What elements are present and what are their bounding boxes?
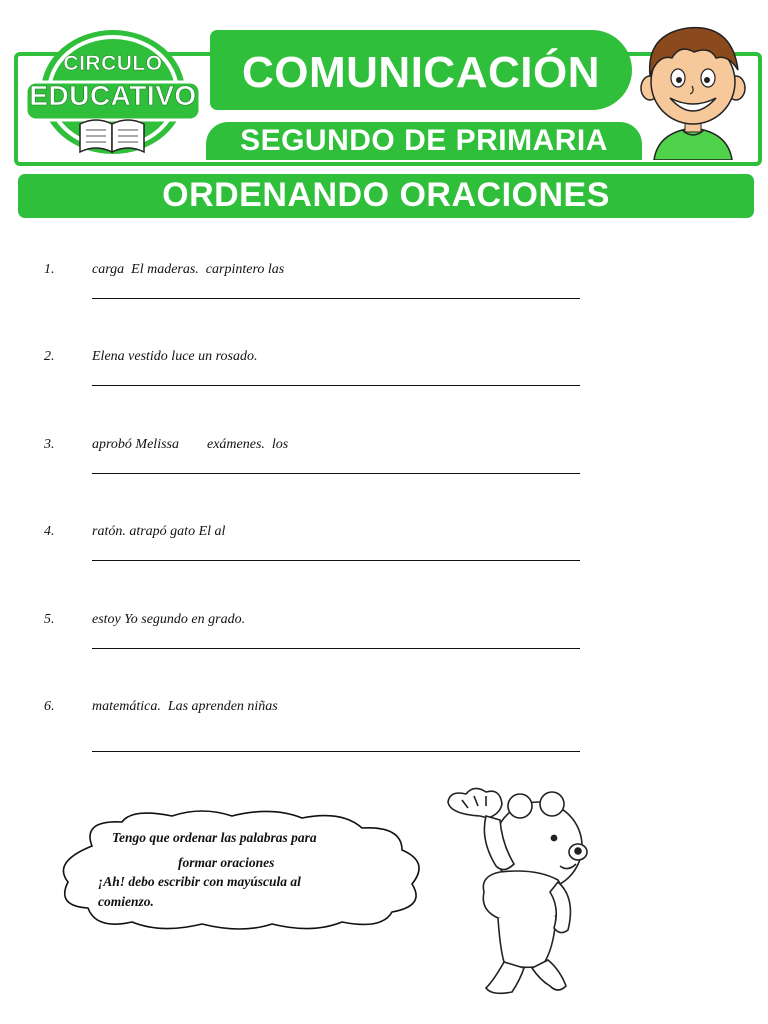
exercise-number: 1. xyxy=(44,262,55,277)
exercise-item xyxy=(44,612,584,672)
answer-line[interactable] xyxy=(92,298,580,299)
scrambled-words: estoy Yo segundo en grado. xyxy=(92,612,246,627)
exercise-item xyxy=(44,262,584,322)
answer-line[interactable] xyxy=(92,751,580,752)
exercise-item xyxy=(44,437,584,497)
boy-mascot xyxy=(632,20,754,160)
cloud-text-line: ¡Ah! debo escribir con mayúscula al xyxy=(98,874,301,889)
open-book-icon xyxy=(80,120,144,152)
exercise-number: 5. xyxy=(44,612,55,627)
scrambled-words: carga El maderas. carpintero las xyxy=(92,262,285,277)
exercise-number: 6. xyxy=(44,699,55,714)
exercise-number: 2. xyxy=(44,349,55,364)
exercise-number: 4. xyxy=(44,524,55,539)
cloud-text-line: Tengo que ordenar las palabras para xyxy=(112,830,317,845)
answer-line[interactable] xyxy=(92,385,580,386)
exercise-number: 3. xyxy=(44,437,55,452)
answer-line[interactable] xyxy=(92,648,580,649)
scrambled-words: aprobó Melissa exámenes. los xyxy=(92,437,289,452)
exercise-item xyxy=(44,349,584,409)
exercise-item xyxy=(44,699,584,759)
cloud-text-line: comienzo. xyxy=(98,894,154,909)
answer-line[interactable] xyxy=(92,473,580,474)
logo-text-top: CIRCULO xyxy=(63,52,163,75)
cloud-text-line: formar oraciones xyxy=(178,855,275,870)
scrambled-words: Elena vestido luce un rosado. xyxy=(92,349,258,364)
page-title: COMUNICACIÓN xyxy=(242,48,600,97)
bear-illustration xyxy=(440,780,590,998)
worksheet-title: ORDENANDO ORACIONES xyxy=(162,176,610,214)
scrambled-words: matemática. Las aprenden niñas xyxy=(92,699,278,714)
answer-line[interactable] xyxy=(92,560,580,561)
page-subtitle: SEGUNDO DE PRIMARIA xyxy=(240,124,608,157)
exercise-item xyxy=(44,524,584,584)
scrambled-words: ratón. atrapó gato El al xyxy=(92,524,226,539)
logo-text-bottom: EDUCATIVO xyxy=(29,80,197,111)
